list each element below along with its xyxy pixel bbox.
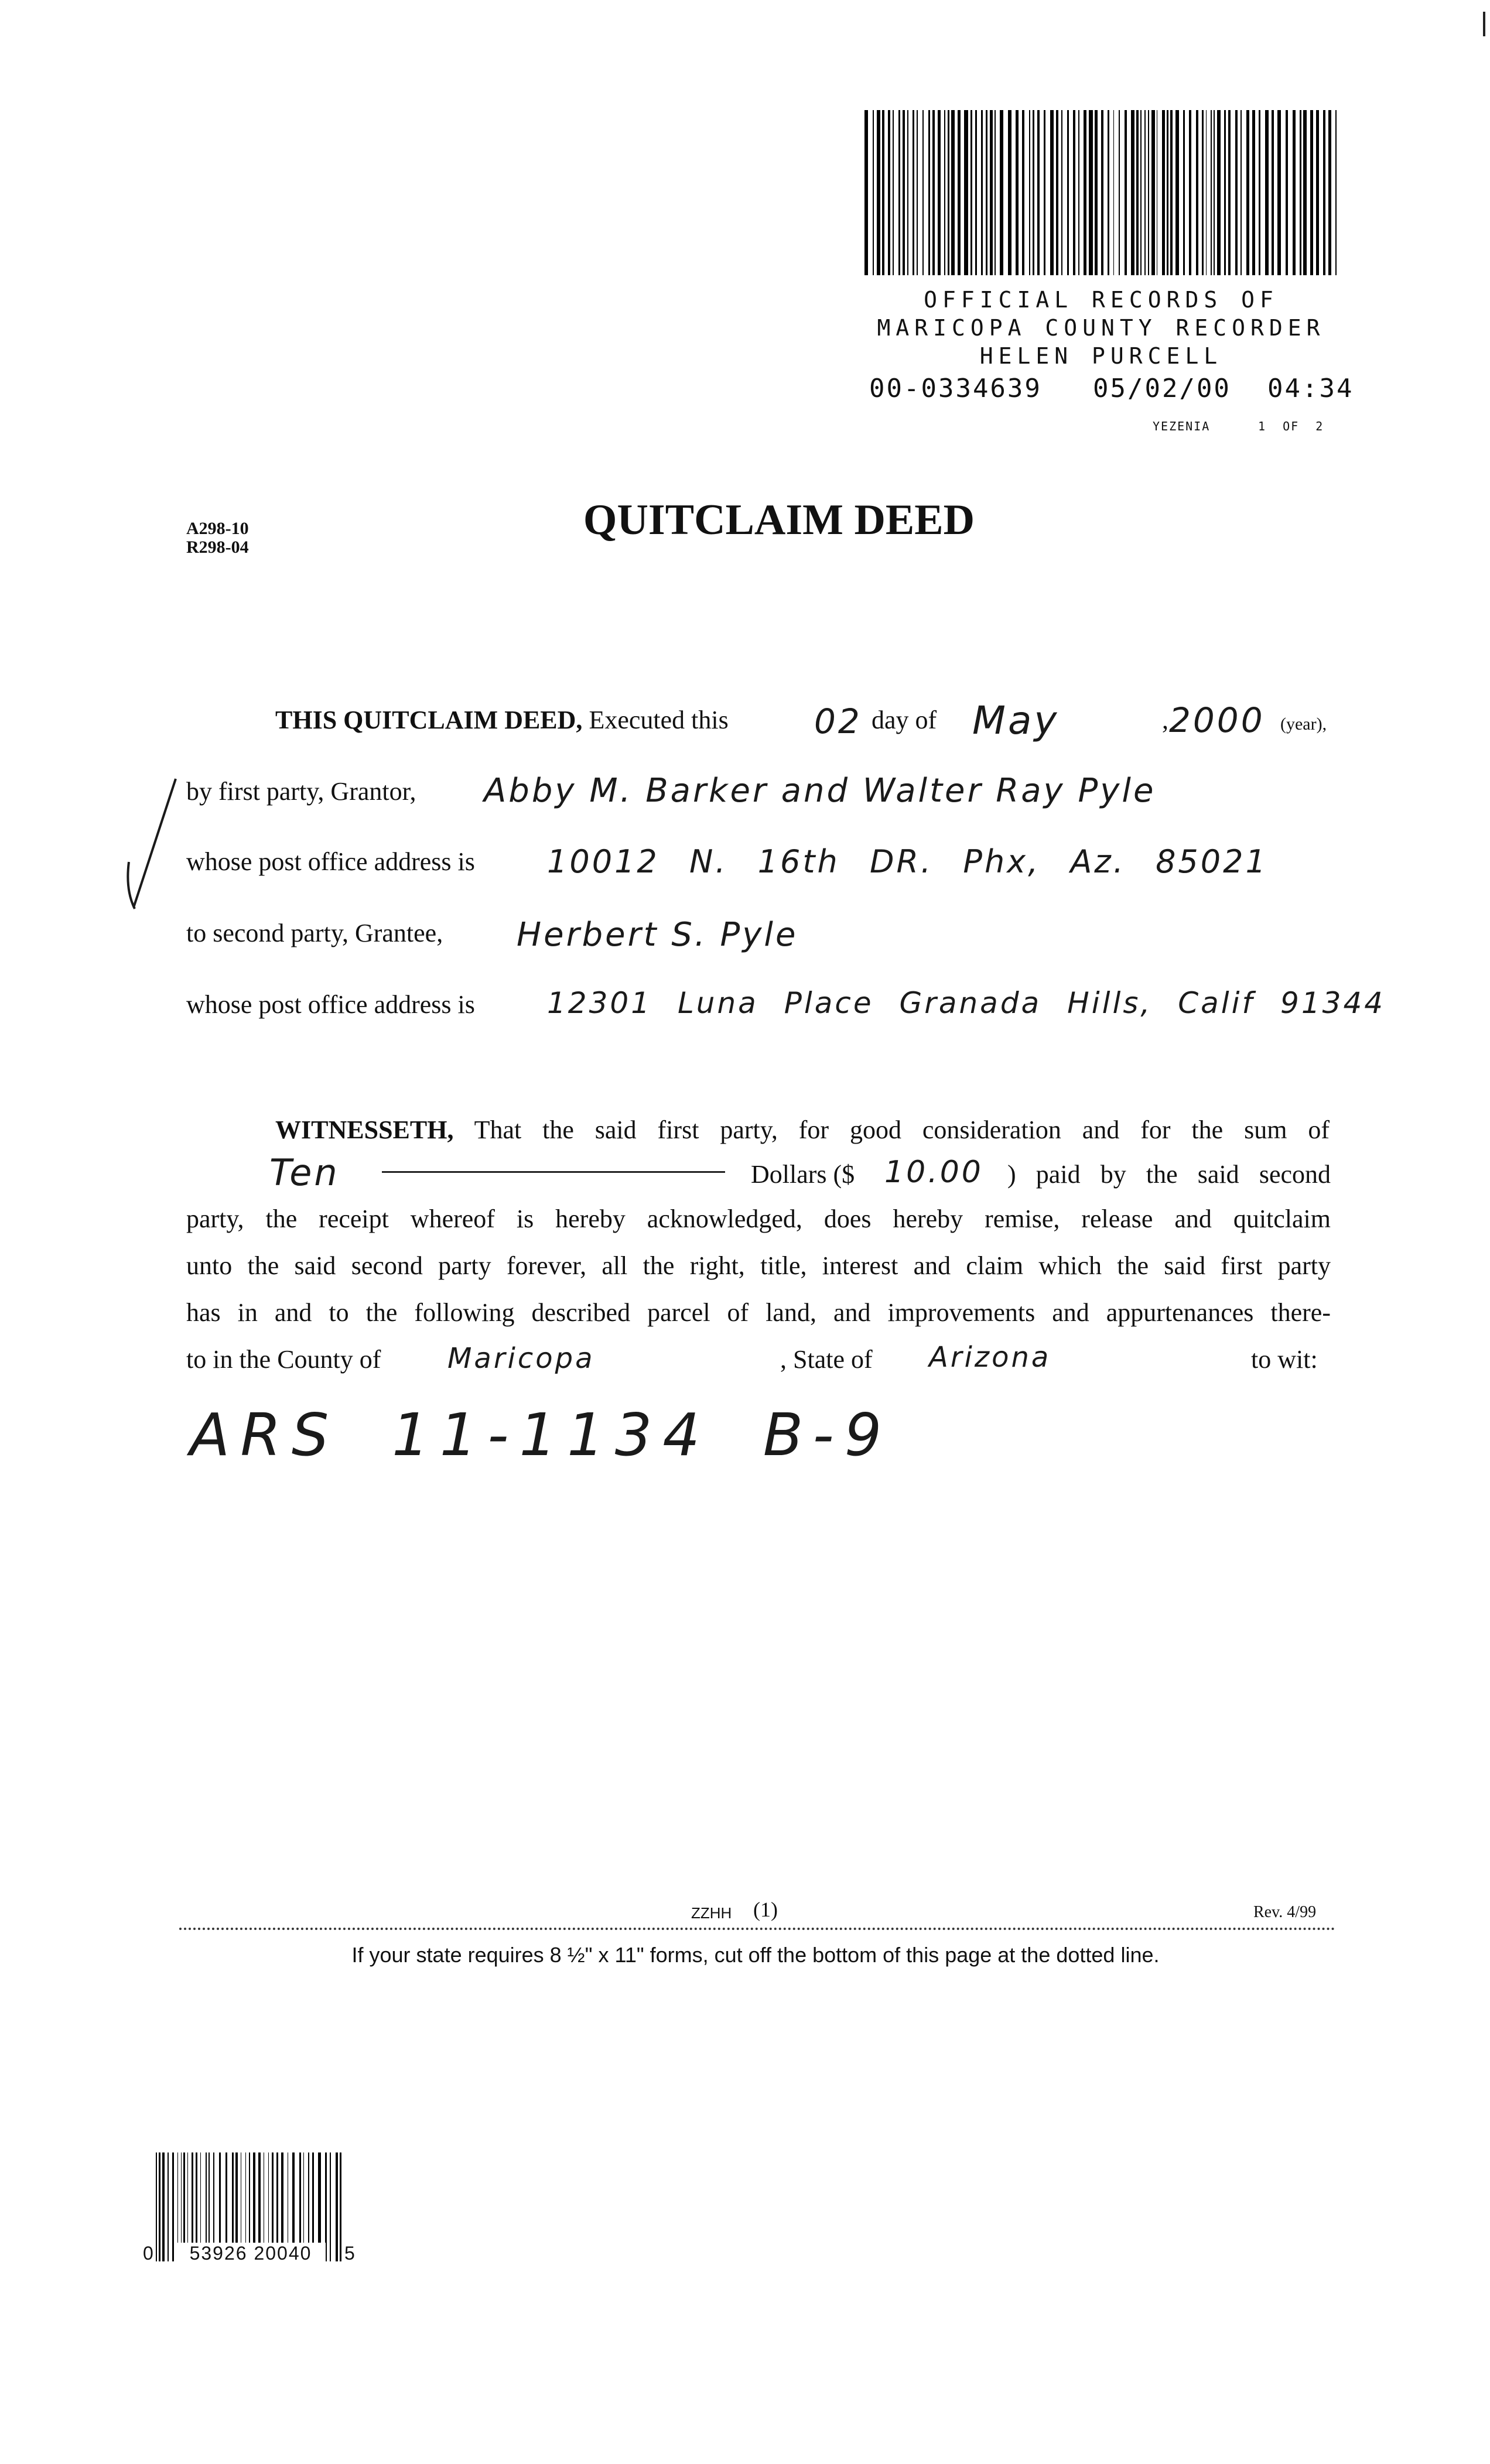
barcode-check-digit: 5 [344, 2243, 355, 2264]
barcode-bar [1151, 110, 1155, 275]
grantor-label: by first party, Grantor, [186, 777, 416, 806]
barcode-bar [1056, 110, 1058, 275]
barcode-bar [898, 110, 900, 275]
barcode-bar [893, 110, 894, 275]
amount-words-line [382, 1171, 725, 1173]
barcode-bar [1108, 110, 1109, 275]
form-code-2: R298-04 [186, 538, 249, 557]
barcode-bar [162, 2152, 165, 2261]
barcode-bar [1144, 110, 1146, 275]
page-count: 1 OF 2 [1258, 419, 1324, 433]
edge-mark [1483, 12, 1485, 36]
barcode-bar [913, 110, 914, 275]
barcode-bar [156, 2152, 157, 2261]
day-of-label: day of [872, 706, 937, 734]
barcode-bar [958, 110, 961, 275]
barcode-bar [1119, 110, 1120, 275]
deed-month: May [972, 698, 1060, 743]
barcode-bar [1189, 110, 1191, 275]
barcode-bar [330, 2152, 331, 2261]
barcode-bar [159, 2152, 160, 2261]
state-name: Arizona [929, 1341, 1051, 1374]
barcode-bar [1293, 110, 1296, 275]
legal-description: ARS 11-1134 B-9 [190, 1401, 893, 1469]
deed-intro [275, 705, 729, 735]
deed-year: 2000 [1169, 700, 1265, 740]
barcode-bar [1303, 110, 1307, 275]
barcode-bar [1113, 110, 1115, 275]
barcode-bar [995, 110, 996, 275]
grantee-address: 12301 Luna Place Granada Hills, Calif 91344 [547, 986, 1386, 1020]
barcode-bar [1170, 110, 1172, 275]
barcode-bar [1196, 110, 1199, 275]
barcode-bar [1240, 110, 1242, 275]
cut-notice: If your state requires 8 ½" x 11" forms, cut off the bottom of this page at the dotted line. [351, 1943, 1160, 1967]
barcode-bar [986, 110, 987, 275]
barcode-bar [1101, 110, 1104, 275]
barcode-bar [903, 110, 905, 275]
grantee-label: to second party, Grantee, [186, 919, 443, 947]
barcode-bar [877, 110, 880, 275]
barcode-bar [1000, 110, 1003, 275]
deed-day: 02 [814, 701, 862, 741]
barcode-bar [168, 2152, 169, 2261]
barcode-bar [1095, 110, 1098, 275]
barcode-bar [873, 110, 874, 275]
witness-line-4: unto the said second party forever, all the right, title, interest and claim which the said first party [186, 1251, 1331, 1280]
barcode-bar [1078, 110, 1079, 275]
executed-this: Executed this [589, 706, 729, 734]
barcode-bar [1300, 110, 1301, 275]
barcode-bar [1310, 110, 1313, 275]
barcode-bar [1235, 110, 1238, 275]
barcode-bar [1183, 110, 1185, 275]
barcode-bar [1067, 110, 1069, 275]
dollars-label: Dollars ($ [751, 1160, 855, 1189]
witness-line-1 [275, 1107, 1330, 1154]
barcode-bar [951, 110, 955, 275]
amount-number: 10.00 [884, 1155, 983, 1190]
barcode-bar [1167, 110, 1168, 275]
barcode-bar [1033, 110, 1034, 275]
barcode-bar [948, 110, 949, 275]
footer-code: ZZHH [691, 1904, 732, 1922]
barcode-bar [922, 110, 924, 275]
barcode-bar [1277, 110, 1281, 275]
barcode-bar [1328, 110, 1332, 275]
footer-page: (1) [753, 1898, 778, 1921]
barcode-bar [1022, 110, 1024, 275]
barcode-bar [907, 110, 908, 275]
witness-line-5: has in and to the following described parcel of land, and improvements and appurtenances there- [186, 1298, 1331, 1327]
barcode-bar [1214, 110, 1215, 275]
barcode-bar [1246, 110, 1249, 275]
recorder-line-1: OFFICIAL RECORDS OF [924, 287, 1279, 313]
amount-words: Ten [269, 1151, 340, 1194]
barcode-bar [970, 110, 972, 275]
barcode-bar [1202, 110, 1203, 275]
barcode-bar [1272, 110, 1274, 275]
barcode-bar [1050, 110, 1054, 275]
barcode-bar [1162, 110, 1165, 275]
barcode-bar [938, 110, 941, 275]
barcode-bar [928, 110, 930, 275]
barcode-bar [1148, 110, 1149, 275]
barcode-bar [964, 110, 968, 275]
barcode-bar [172, 2152, 174, 2261]
barcode-bar [336, 2152, 338, 2261]
record-time: 04:34 [1267, 374, 1354, 403]
barcode-bar [1061, 110, 1062, 275]
barcode-lead-digit: 0 [143, 2243, 153, 2264]
barcode-bar [1044, 110, 1045, 275]
recorder-line-3: HELEN PURCELL [979, 343, 1223, 369]
witness-line-3: party, the receipt whereof is hereby acknowledged, does hereby remise, release and quitclaim [186, 1204, 1331, 1233]
check-mark-icon [117, 773, 182, 913]
barcode-bar [1316, 110, 1319, 275]
witness-line-2-end: ) paid by the said second [1007, 1160, 1331, 1189]
barcode-bar [1089, 110, 1092, 275]
document-number: 00-0334639 [869, 374, 1042, 403]
deed-intro-bold: THIS QUITCLAIM DEED, [275, 706, 583, 734]
footer-rev: Rev. 4/99 [1253, 1903, 1317, 1921]
barcode-bar [882, 110, 884, 275]
barcode-bar [888, 110, 891, 275]
cut-line [179, 1928, 1335, 1930]
barcode-bar [1084, 110, 1087, 275]
barcode-bar [1029, 110, 1030, 275]
recorder-stamp [843, 286, 1359, 370]
county-prefix: to in the County of [186, 1345, 381, 1374]
form-code-1: A298-10 [186, 519, 249, 538]
barcode-bar [1224, 110, 1226, 275]
recorder-barcode [864, 110, 1339, 275]
barcode-bar [1140, 110, 1142, 275]
witness-bold: WITNESSETH, [275, 1115, 454, 1144]
barcode-bar [1125, 110, 1127, 275]
barcode-digits: 53926 20040 [176, 2243, 326, 2264]
barcode-bar [1265, 110, 1269, 275]
year-prefix: , [1162, 706, 1168, 734]
barcode-bar [340, 2152, 341, 2261]
to-wit-label: to wit: [1251, 1345, 1318, 1374]
barcode-bar [990, 110, 993, 275]
state-label: , State of [780, 1345, 873, 1374]
barcode-bar [1286, 110, 1288, 275]
barcode-bar [975, 110, 977, 275]
barcode-bar [1211, 110, 1212, 275]
year-label: (year), [1280, 714, 1327, 734]
barcode-bar [864, 110, 868, 275]
barcode-bar [1206, 110, 1207, 275]
barcode-bar [1323, 110, 1325, 275]
barcode-bar [1073, 110, 1075, 275]
county-name: Maricopa [447, 1342, 595, 1375]
grantor-address: 10012 N. 16th DR. Phx, Az. 85021 [547, 843, 1268, 880]
page-title: QUITCLAIM DEED [583, 496, 975, 544]
barcode-bar [1131, 110, 1134, 275]
barcode-bar [917, 110, 918, 275]
barcode-bar [1008, 110, 1011, 275]
recorder-line-2: MARICOPA COUNTY RECORDER [877, 315, 1325, 341]
grantee-address-label: whose post office address is [186, 990, 475, 1019]
barcode-bar [981, 110, 983, 275]
witness-text-1: That the said first party, for good consideration and for the sum of [474, 1115, 1330, 1144]
grantor-address-label: whose post office address is [186, 847, 475, 876]
barcode-bar [1175, 110, 1179, 275]
barcode-bar [1217, 110, 1221, 275]
barcode-bar [1157, 110, 1158, 275]
grantor-name: Abby M. Barker and Walter Ray Pyle [484, 772, 1156, 810]
barcode-bar [1252, 110, 1256, 275]
barcode-bar [1228, 110, 1231, 275]
barcode-bar [1259, 110, 1260, 275]
barcode-bar [1335, 110, 1337, 275]
grantee-name: Herbert S. Pyle [517, 916, 798, 954]
barcode-bar [944, 110, 945, 275]
barcode-bar [932, 110, 935, 275]
barcode-bar [1016, 110, 1019, 275]
clerk-name: YEZENIA [1153, 419, 1211, 433]
barcode-bar [1037, 110, 1040, 275]
barcode-bar [1136, 110, 1139, 275]
record-date: 05/02/00 [1093, 374, 1231, 403]
